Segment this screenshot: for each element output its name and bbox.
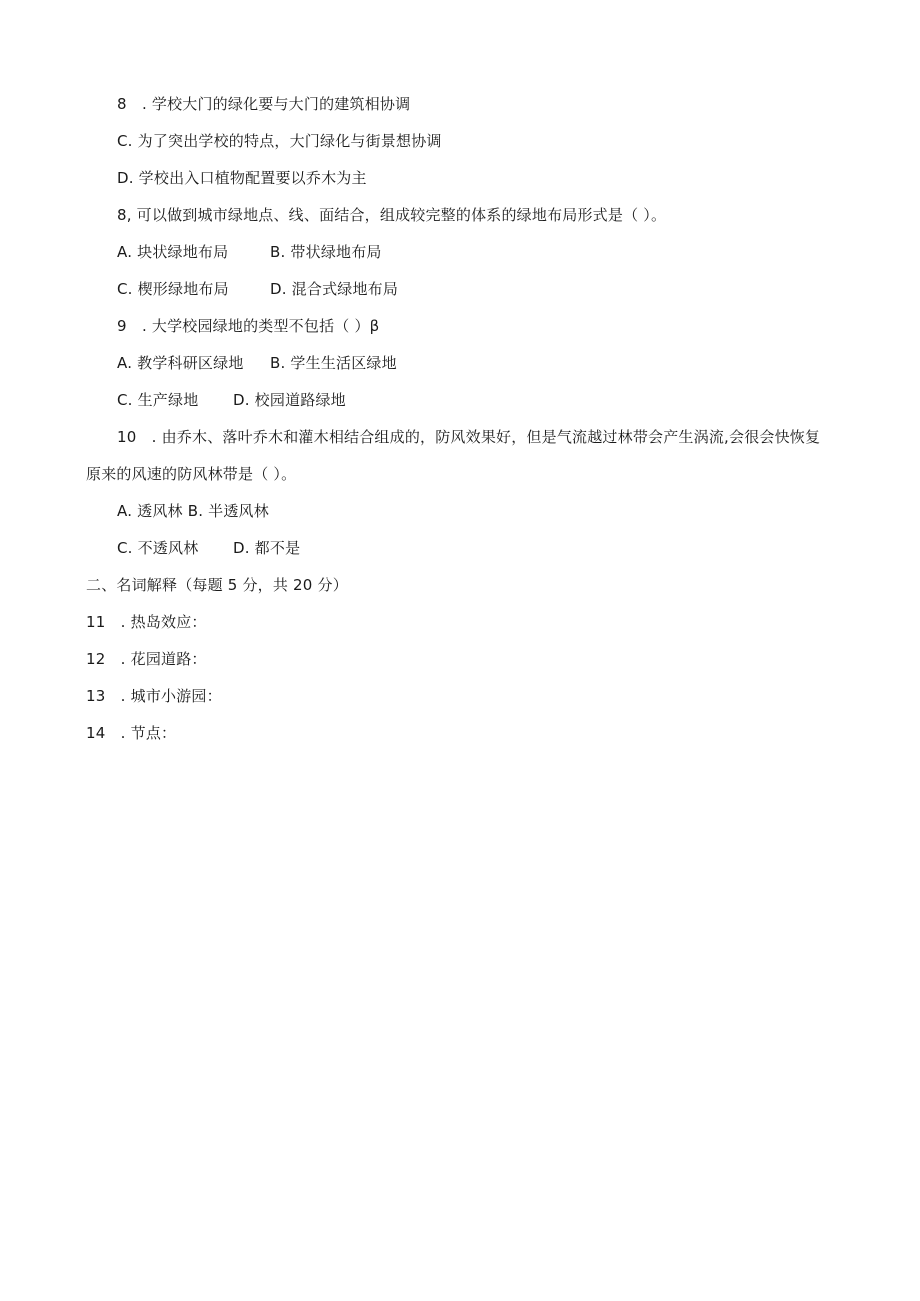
q9-option-d: D. 校园道路绿地 [233, 391, 346, 409]
q9-option-a: A. 教学科研区绿地 [117, 354, 244, 372]
option-c-line: C. 为了突出学校的特点，大门绿化与街景想协调 [117, 132, 442, 150]
question-9: 9 . 大学校园绿地的类型不包括（ ）β [117, 317, 380, 335]
q10-option-c: C. 不透风林 [117, 539, 199, 557]
option-8-line: 8 . 学校大门的绿化要与大门的建筑相协调 [117, 95, 411, 113]
question-8: 8, 可以做到城市绿地点、线、面结合，组成较完整的体系的绿地布局形式是（ ）。 [117, 206, 667, 224]
q10-option-ab: A. 透风林 B. 半透风林 [117, 502, 269, 520]
q8-option-d: D. 混合式绿地布局 [270, 280, 399, 298]
term-13: 13 . 城市小游园： [86, 687, 222, 705]
q9-option-c: C. 生产绿地 [117, 391, 199, 409]
option-d-line: D. 学校出入口植物配置要以乔木为主 [117, 169, 367, 187]
section-heading: 二、名词解释（每题 5 分，共 20 分） [86, 576, 348, 594]
q8-option-a: A. 块状绿地布局 [117, 243, 229, 261]
q8-option-b: B. 带状绿地布局 [270, 243, 382, 261]
question-10-continued: 原来的风速的防风林带是（ ）。 [86, 465, 297, 483]
term-14: 14 . 节点： [86, 724, 177, 742]
q10-option-d: D. 都不是 [233, 539, 301, 557]
question-10: 10 . 由乔木、落叶乔木和灌木相结合组成的，防风效果好，但是气流越过林带会产生涡流,会很会快恢复 [117, 428, 821, 446]
q9-option-b: B. 学生生活区绿地 [270, 354, 397, 372]
term-12: 12 . 花园道路： [86, 650, 207, 668]
q8-option-c: C. 楔形绿地布局 [117, 280, 229, 298]
term-11: 11 . 热岛效应： [86, 613, 207, 631]
